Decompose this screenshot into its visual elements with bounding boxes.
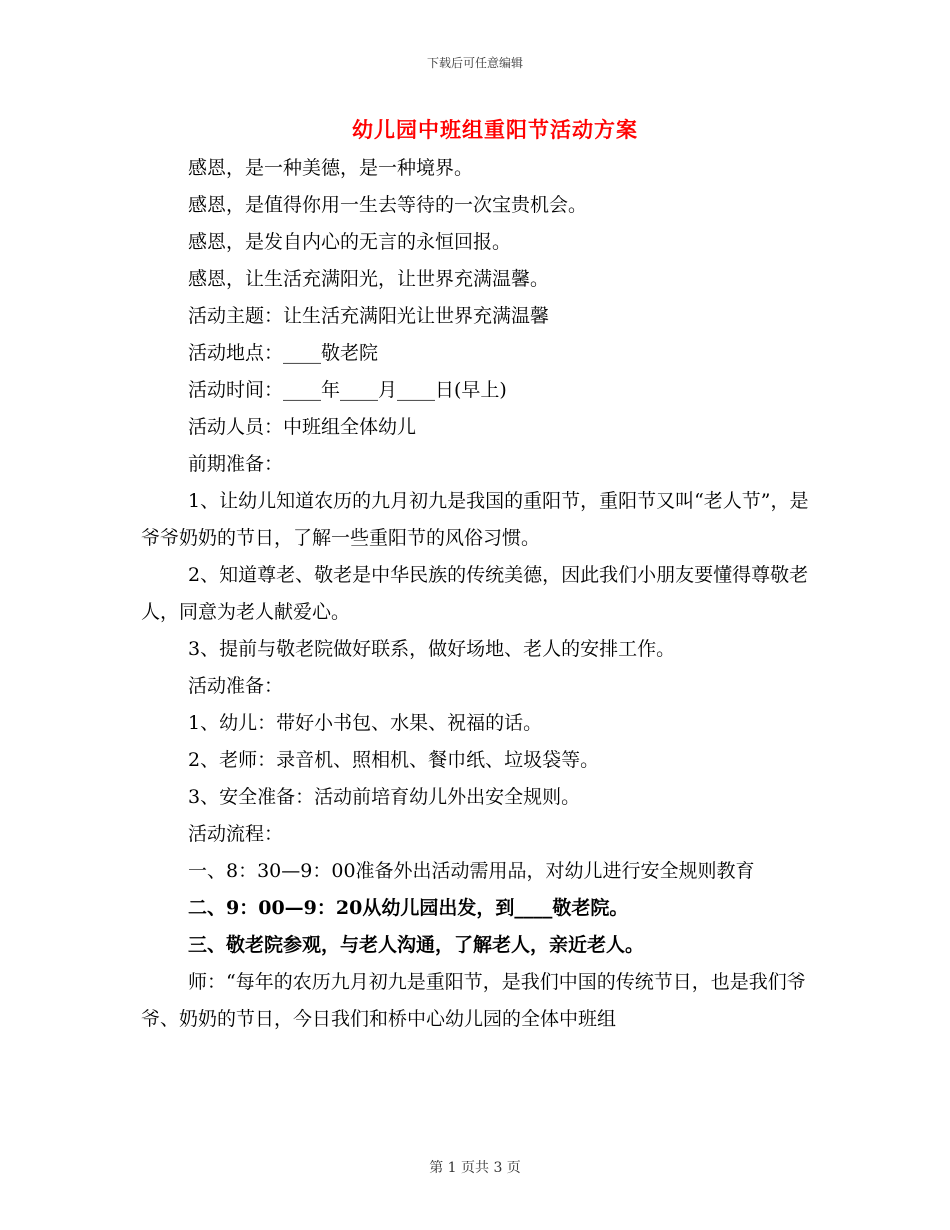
process-step: 二、9：00—9：20从幼儿园出发，到____敬老院。	[188, 897, 629, 919]
list-item: 1、让幼儿知道农历的九月初九是我国的重阳节，重阳节又叫“老人节”，是爷爷奶奶的节日，了解一些重阳节的风俗习惯。	[141, 490, 809, 549]
list-item: 3、安全准备：活动前培育幼儿外出安全规则。	[188, 786, 581, 808]
process-step: 三、敬老院参观，与老人沟通，了解老人，亲近老人。	[188, 934, 645, 956]
section-heading-activity-preparation: 活动准备：	[188, 675, 284, 697]
activity-location: 活动地点：____敬老院	[188, 342, 379, 364]
list-item: 3、提前与敬老院做好联系，做好场地、老人的安排工作。	[188, 638, 676, 660]
list-item: 2、知道尊老、敬老是中华民族的传统美德，因此我们小朋友要懂得尊敬老人，同意为老人献爱心。	[141, 564, 809, 623]
paragraph: 感恩，是一种美德，是一种境界。	[188, 157, 474, 179]
list-item: 2、老师：录音机、照相机、餐巾纸、垃圾袋等。	[188, 749, 600, 771]
document-body	[141, 150, 821, 1038]
paragraph: 感恩，是发自内心的无言的永恒回报。	[188, 231, 512, 253]
process-step: 一、8：30—9：00准备外出活动需用品，对幼儿进行安全规则教育	[188, 860, 755, 882]
paragraph: 感恩，让生活充满阳光，让世界充满温馨。	[188, 268, 550, 290]
page-footer: 第 1 页共 3 页	[429, 1160, 521, 1176]
list-item: 1、幼儿：带好小书包、水果、祝福的话。	[188, 712, 543, 734]
teacher-speech: 师：“每年的农历九月初九是重阳节，是我们中国的传统节日，也是我们爷爷、奶奶的节日，今日我们和桥中心幼儿园的全体中班组	[141, 971, 806, 1030]
activity-theme: 活动主题：让生活充满阳光让世界充满温馨	[188, 305, 550, 327]
activity-time: 活动时间：____年____月____日(早上)	[188, 379, 507, 401]
section-heading-preparation: 前期准备：	[188, 453, 284, 475]
page-header: 下载后可任意编辑	[426, 56, 523, 70]
activity-participants: 活动人员：中班组全体幼儿	[188, 416, 417, 438]
document-title: 幼儿园中班组重阳节活动方案	[352, 117, 638, 142]
paragraph: 感恩，是值得你用一生去等待的一次宝贵机会。	[188, 194, 588, 216]
section-heading-activity-process: 活动流程：	[188, 823, 284, 845]
